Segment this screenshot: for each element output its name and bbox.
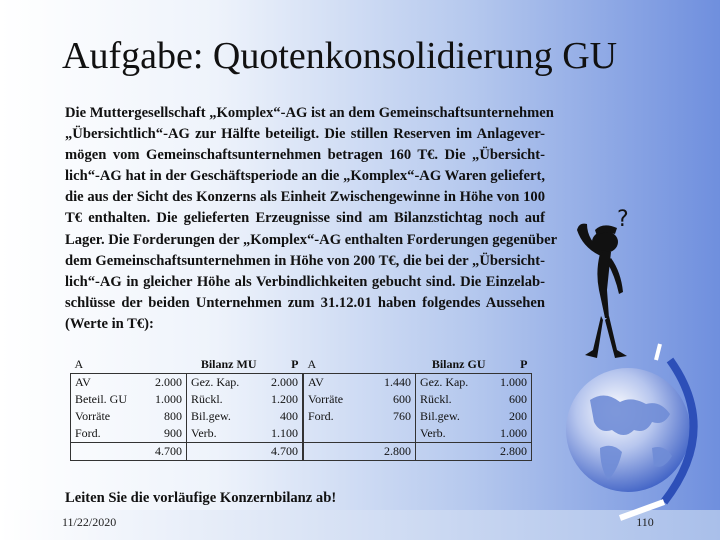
liability-value: 1.000 <box>490 425 532 443</box>
asset-label: Beteil. GU <box>71 391 141 408</box>
liability-value: 200 <box>490 408 532 425</box>
paragraph-line: Die Muttergesellschaft „Komplex“-AG ist an dem Gemeinschaftsunternehmen <box>65 105 554 121</box>
asset-label: Ford. <box>71 425 141 443</box>
slide-title: Aufgabe: Quotenkonsolidierung GU <box>62 35 618 77</box>
paragraph-line: dem Gemeinschaftsunternehmen in Höhe von 200 T€, die bei der „Übersicht- <box>65 252 545 269</box>
asset-value: 760 <box>393 409 411 423</box>
liability-label: Rückl. <box>187 391 261 408</box>
globe-icon <box>560 330 700 530</box>
liability-value: 1.200 <box>261 391 303 408</box>
liability-label: Bil.gew. <box>416 408 490 425</box>
balance-sheet-gu <box>303 356 532 461</box>
liability-value: 600 <box>490 391 532 408</box>
assets-header: A <box>304 356 370 374</box>
asset-value: 600 <box>393 392 411 406</box>
asset-label: AV <box>71 374 141 392</box>
liability-value: 1.000 <box>490 374 532 392</box>
asset-value: 900 <box>164 426 182 440</box>
asset-label: Ford. <box>304 408 370 425</box>
asset-label: Vorräte <box>304 391 370 408</box>
paragraph-line: schlüsse der beiden Unternehmen zum 31.12.01 haben folgendes Aussehen <box>65 294 545 311</box>
task-paragraph <box>65 103 558 335</box>
liability-label: Verb. <box>187 425 261 443</box>
liability-label: Bil.gew. <box>187 408 261 425</box>
paragraph-line: (Werte in T€): <box>65 315 154 332</box>
paragraph-line: mögen vom Gemeinschaftsunternehmen betragen 160 T€. Die „Übersicht- <box>65 147 545 164</box>
liability-label: Gez. Kap. <box>416 374 490 392</box>
liabilities-header: P <box>261 356 303 374</box>
asset-value <box>370 425 416 443</box>
paragraph-line: die aus der Sicht des Konzerns als Einheit Zwischengewinne in Höhe von 100 <box>65 189 545 206</box>
liability-value: 1.100 <box>261 425 303 443</box>
balance-title: Bilanz MU <box>187 356 261 374</box>
asset-label <box>304 425 370 443</box>
liability-value: 400 <box>261 408 303 425</box>
paragraph-line: Lager. Die Forderungen der „Komplex“-AG enthalten Forderungen gegenüber <box>65 231 558 248</box>
total-assets: 2.800 <box>370 443 416 461</box>
balance-title: Bilanz GU <box>416 356 490 374</box>
figure-question-mark: ? <box>617 207 629 232</box>
asset-value: 800 <box>164 409 182 423</box>
asset-label: AV <box>304 374 370 392</box>
asset-value: 1.000 <box>155 392 182 406</box>
task-question: Leiten Sie die vorläufige Konzernbilanz ab! <box>65 490 337 506</box>
paragraph-line: lich“-AG in gleicher Höhe als Verbindlichkeiten gebucht sind. Die Einzelab- <box>65 273 545 290</box>
asset-label: Vorräte <box>71 408 141 425</box>
total-liabilities: 2.800 <box>490 443 532 461</box>
slide-date: 11/22/2020 <box>62 515 117 529</box>
asset-value: 2.000 <box>155 375 182 389</box>
liability-label: Rückl. <box>416 391 490 408</box>
liability-value: 2.000 <box>261 374 303 392</box>
paragraph-line: T€ enthalten. Die gelieferten Erzeugnisse sind am Bilanzstichtag noch auf <box>65 210 545 227</box>
paragraph-line: „Übersichtlich“-AG zur Hälfte beteiligt. Die stillen Reserven im Anlagever- <box>65 126 545 143</box>
total-assets: 4.700 <box>141 443 187 461</box>
assets-header: A <box>71 356 141 374</box>
liability-label: Gez. Kap. <box>187 374 261 392</box>
page-number: 110 <box>636 515 654 529</box>
asset-value: 1.440 <box>384 375 411 389</box>
liabilities-header: P <box>490 356 532 374</box>
liability-label: Verb. <box>416 425 490 443</box>
balance-sheet-mu <box>70 356 303 461</box>
paragraph-line: lich“-AG hat in der Geschäftsperiode an die „Komplex“-AG Waren geliefert, <box>65 168 545 185</box>
total-liabilities: 4.700 <box>261 443 303 461</box>
